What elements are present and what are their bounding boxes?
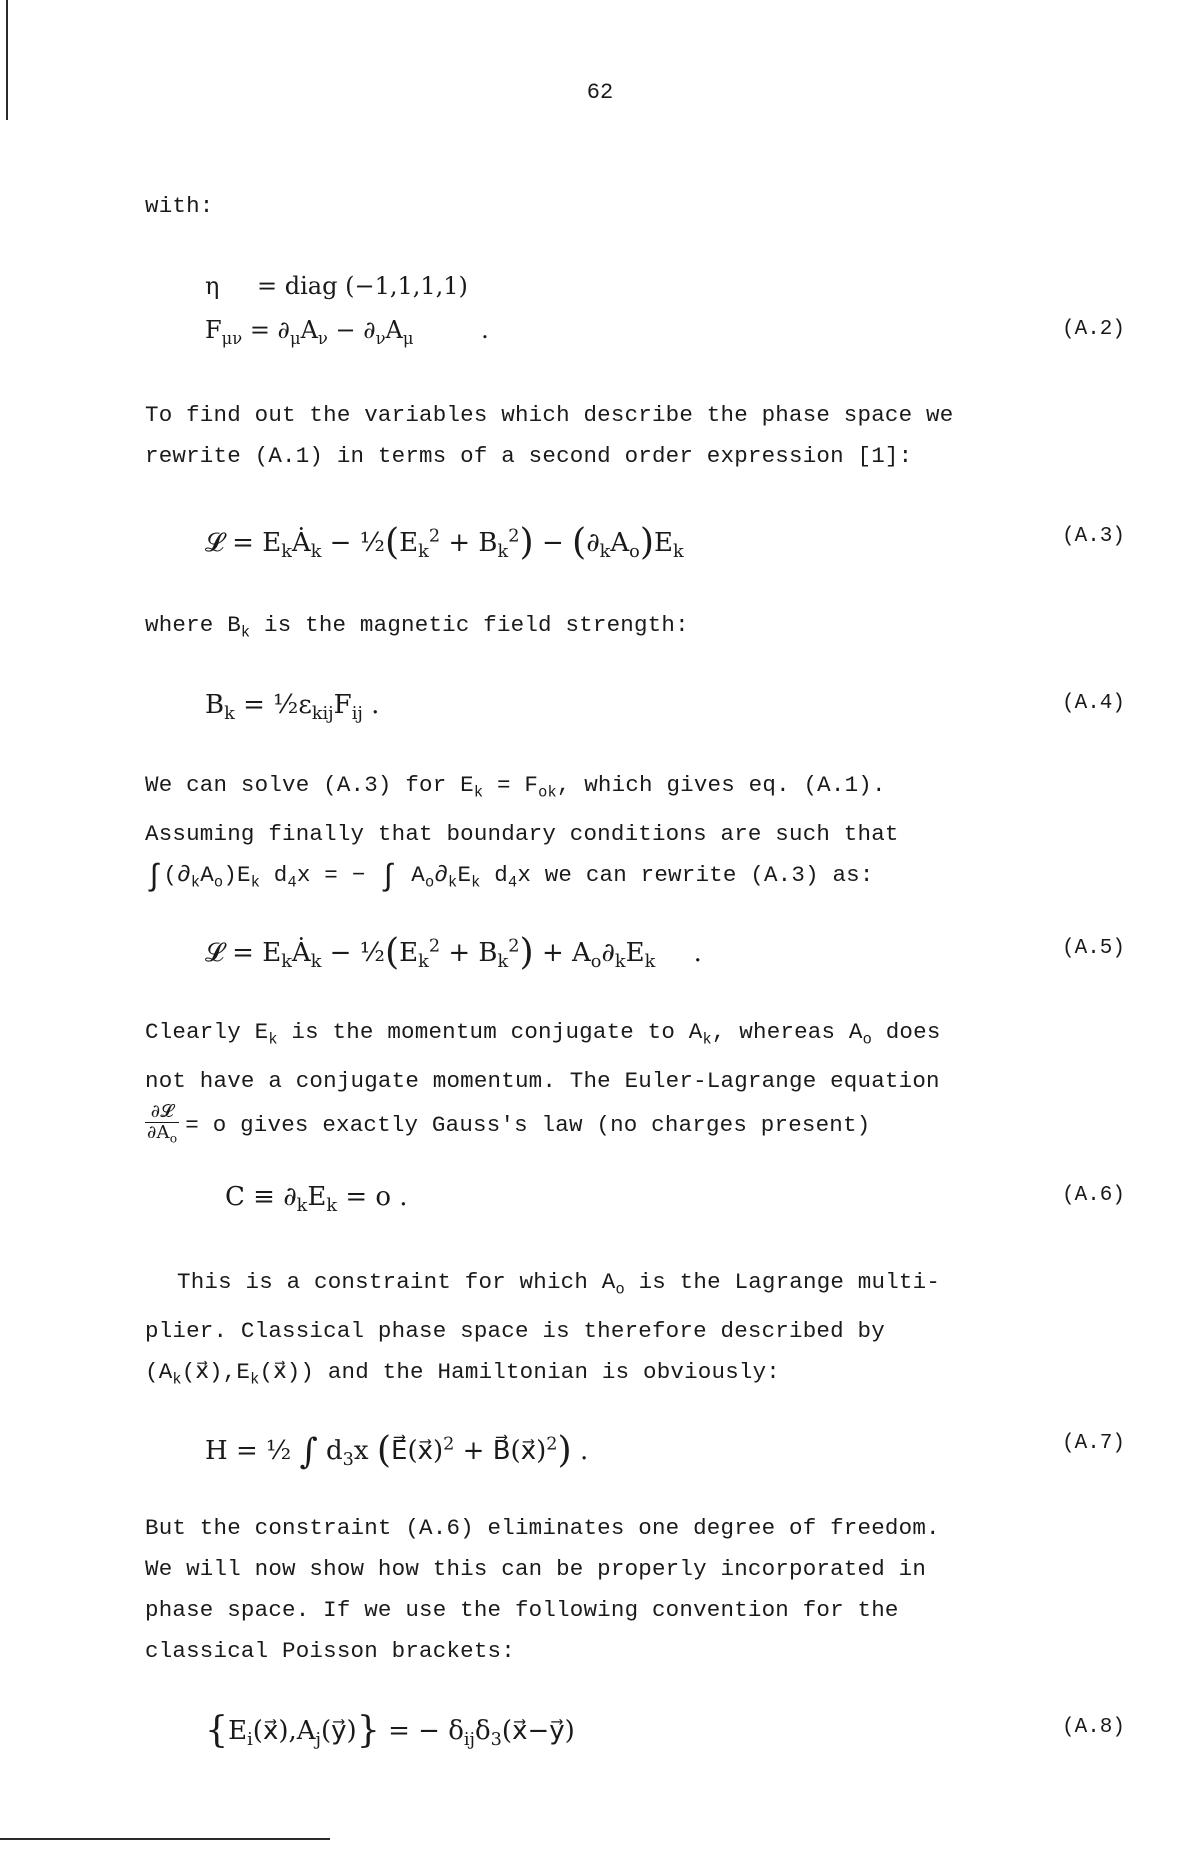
equation-a8: $\{E_i(x⃗),A_j(y⃗)\}$ = − $\delta_{ij}\delta_3(x⃗-y⃗)$ [205,1708,575,1751]
paragraph-line: rewrite (A.1) in terms of a second order expression [1]: [145,443,913,469]
paragraph-line: We will now show how this can be properly incorporated in [145,1556,927,1582]
equation-number-a7: (A.7) [1062,1432,1126,1455]
equation-a6: $C \equiv \partial_kE_k = o$ . [225,1182,408,1217]
paragraph-line: $\int(\partial_kA_o)E_k$ $d_4x$ = − ∫ $A_o\partial_kE_k$ $d_4x$ we can rewrite (A.3) as: [145,860,874,895]
equation-number-a4: (A.4) [1062,692,1126,715]
equation-a7: H = ½ ∫ $d_3x$ (E⃗(x⃗)$^2$ + B⃗(x⃗)$^2$) . [205,1428,589,1472]
equation-number-a2: (A.2) [1062,318,1126,341]
paragraph-line: classical Poisson brackets: [145,1638,515,1664]
paragraph-line: Assuming finally that boundary conditions are such that [145,820,899,847]
equation-number-a8: (A.8) [1062,1716,1126,1739]
equation-number-a5: (A.5) [1062,937,1126,960]
paragraph-poisson [145,1508,940,1672]
equation-a2-line2: $F_{\mu\nu} = \partial_\mu A_\nu - \partial_\nu A_\mu$ . [205,316,489,348]
page-number: 62 [586,80,614,105]
paragraph-solve [145,765,899,903]
intro-text: with: [145,193,214,219]
equation-a2-line1 [205,272,468,300]
equation-number-a6: (A.6) [1062,1184,1126,1207]
eq-a2-diag: = diag (−1,1,1,1) [257,272,468,300]
eq-a2-eta: η [205,272,220,300]
paragraph-line: $(A_k(x⃗),E_k(x⃗))$ and the Hamiltonian is obviously: [145,1358,781,1388]
paragraph-line: Clearly $E_k$ is the momentum conjugate to $A_k$, whereas $A_o$ does [145,1019,941,1049]
paragraph-line: plier. Classical phase space is therefore described by [145,1317,885,1344]
paragraph-momentum [145,1012,941,1148]
paragraph-magnetic: where $B_k$ is the magnetic field strength: [145,612,689,642]
equation-a4: $B_k$ = $\frac{1}{2}\varepsilon_{kij}F_{ij}$ . [205,690,380,725]
scan-edge-bottom [0,1838,330,1840]
paragraph-constraint [145,1262,940,1400]
paragraph-phase-space [145,395,953,477]
equation-a5: 𝓛 = $E_kȦ_k$ − $\frac{1}{2}(E_k^2 + B_k^2) + A_o\partial_kE_k$ . [205,930,702,973]
paragraph-line: not have a conjugate momentum. The Euler-Lagrange equation [145,1067,940,1094]
paragraph-line: We can solve (A.3) for $E_k = F_{ok}$, which gives eq. (A.1). [145,772,886,802]
paragraph-line: phase space. If we use the following convention for the [145,1597,899,1623]
paragraph-line: This is a constraint for which $A_o$ is the Lagrange multi- [177,1269,941,1299]
equation-number-a3: (A.3) [1062,525,1126,548]
equation-a3: 𝓛 = $E_kȦ_k$ − $\frac{1}{2}(E_k^2 + B_k^2) - (\partial_kA_o)E_k$ [205,520,684,563]
paragraph-line: To find out the variables which describe the phase space we [145,402,954,428]
paragraph-line: But the constraint (A.6) eliminates one degree of freedom. [145,1515,940,1541]
paragraph-line: $\frac{\text{∂𝓛}}{\partial A_o}$ = o gives exactly Gauss's law (no charges present) [147,1100,871,1146]
